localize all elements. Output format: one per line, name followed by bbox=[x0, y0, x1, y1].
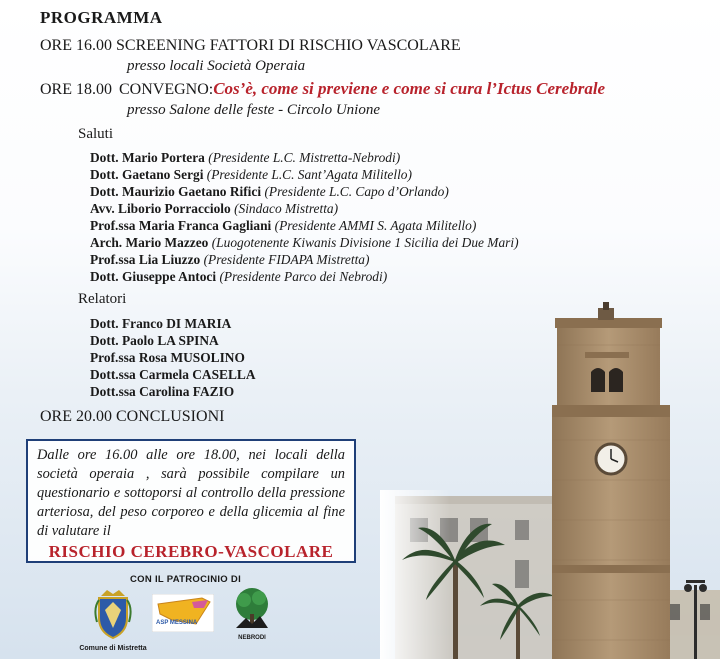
person-name: Dott. Mario Portera bbox=[90, 150, 205, 165]
person-name: Prof.ssa Maria Franca Gagliani bbox=[90, 218, 272, 233]
person-role: (Presidente L.C. Sant’Agata Militello) bbox=[206, 167, 412, 182]
schedule-slot-2000 bbox=[40, 408, 224, 426]
speakers-heading: Relatori bbox=[78, 291, 127, 307]
list-item bbox=[90, 217, 519, 234]
list-item bbox=[90, 166, 519, 183]
person-role: (Presidente L.C. Capo d’Orlando) bbox=[264, 184, 449, 199]
conference-title: Cos’è, come si previene e come si cura l’Ictus Cerebrale bbox=[213, 79, 606, 98]
slot-time: ORE 16.00 bbox=[40, 37, 112, 54]
slot-location: presso Salone delle feste - Circolo Unione bbox=[127, 102, 381, 118]
coat-of-arms-icon bbox=[93, 588, 133, 640]
person-name: Arch. Mario Mazzeo bbox=[90, 235, 209, 250]
list-item bbox=[90, 251, 519, 268]
slot-title: CONCLUSIONI bbox=[116, 408, 225, 425]
list-item: Dott.ssa Carmela CASELLA bbox=[90, 367, 256, 382]
screening-note-box bbox=[26, 439, 356, 563]
tree-icon bbox=[232, 586, 272, 630]
list-item bbox=[90, 234, 519, 251]
logo-asp-messina bbox=[152, 594, 214, 634]
slot-title: SCREENING FATTORI DI RISCHIO VASCOLARE bbox=[116, 37, 461, 54]
person-name: Prof.ssa Lia Liuzzo bbox=[90, 252, 201, 267]
list-item: Dott.ssa Carolina FAZIO bbox=[90, 384, 235, 399]
person-name: Avv. Liborio Porracciolo bbox=[90, 201, 231, 216]
person-name: Dott. Giuseppe Antoci bbox=[90, 269, 217, 284]
person-name: Dott. Gaetano Sergi bbox=[90, 167, 204, 182]
list-item bbox=[90, 149, 519, 166]
logo-comune-mistretta bbox=[76, 588, 150, 656]
logo-caption: NEBRODI bbox=[238, 635, 266, 641]
greetings-list bbox=[90, 149, 519, 285]
schedule-slot-1600 bbox=[40, 37, 461, 55]
greetings-heading: Saluti bbox=[78, 126, 114, 142]
logo-parco-nebrodi bbox=[230, 586, 274, 646]
person-role: (Presidente L.C. Mistretta-Nebrodi) bbox=[208, 150, 401, 165]
logo-caption: Comune di Mistretta bbox=[79, 645, 147, 652]
person-role: (Sindaco Mistretta) bbox=[234, 201, 339, 216]
screening-note-text: Dalle ore 16.00 alle ore 18.00, nei locali della società operaia , sarà possibile compilare un questionario e sottoporsi al controllo della pressione arteriosa, del peso corporeo e della glicemia al fine di valutare il bbox=[37, 447, 345, 539]
list-item: Prof.ssa Rosa MUSOLINO bbox=[90, 350, 245, 365]
list-item bbox=[90, 183, 519, 200]
person-role: (Presidente AMMI S. Agata Militello) bbox=[274, 218, 477, 233]
risk-highlight: RISCHIO CEREBRO-VASCOLARE bbox=[48, 542, 334, 561]
list-item: Dott. Paolo LA SPINA bbox=[90, 333, 219, 348]
person-role: (Presidente Parco dei Nebrodi) bbox=[219, 269, 388, 284]
sicily-map-icon bbox=[152, 594, 214, 632]
person-name: Dott. Maurizio Gaetano Rifici bbox=[90, 184, 262, 199]
list-item: Dott. Franco DI MARIA bbox=[90, 316, 232, 331]
conference-label: CONVEGNO: bbox=[119, 81, 214, 98]
patronage-label: CON IL PATROCINIO DI bbox=[130, 574, 242, 585]
logo-caption: ASP MESSINA bbox=[156, 620, 198, 626]
slot-time: ORE 18.00 bbox=[40, 81, 112, 98]
person-role: (Presidente FIDAPA Mistretta) bbox=[203, 252, 370, 267]
list-item bbox=[90, 268, 519, 285]
list-item bbox=[90, 200, 519, 217]
person-role: (Luogotenente Kiwanis Divisione 1 Sicilia dei Due Mari) bbox=[211, 235, 519, 250]
bell-tower bbox=[552, 302, 670, 659]
schedule-slot-1800 bbox=[40, 79, 605, 99]
slot-location: presso locali Società Operaia bbox=[127, 58, 306, 74]
program-heading: PROGRAMMA bbox=[40, 8, 163, 27]
speakers-list bbox=[90, 315, 256, 400]
slot-time: ORE 20.00 bbox=[40, 408, 112, 425]
